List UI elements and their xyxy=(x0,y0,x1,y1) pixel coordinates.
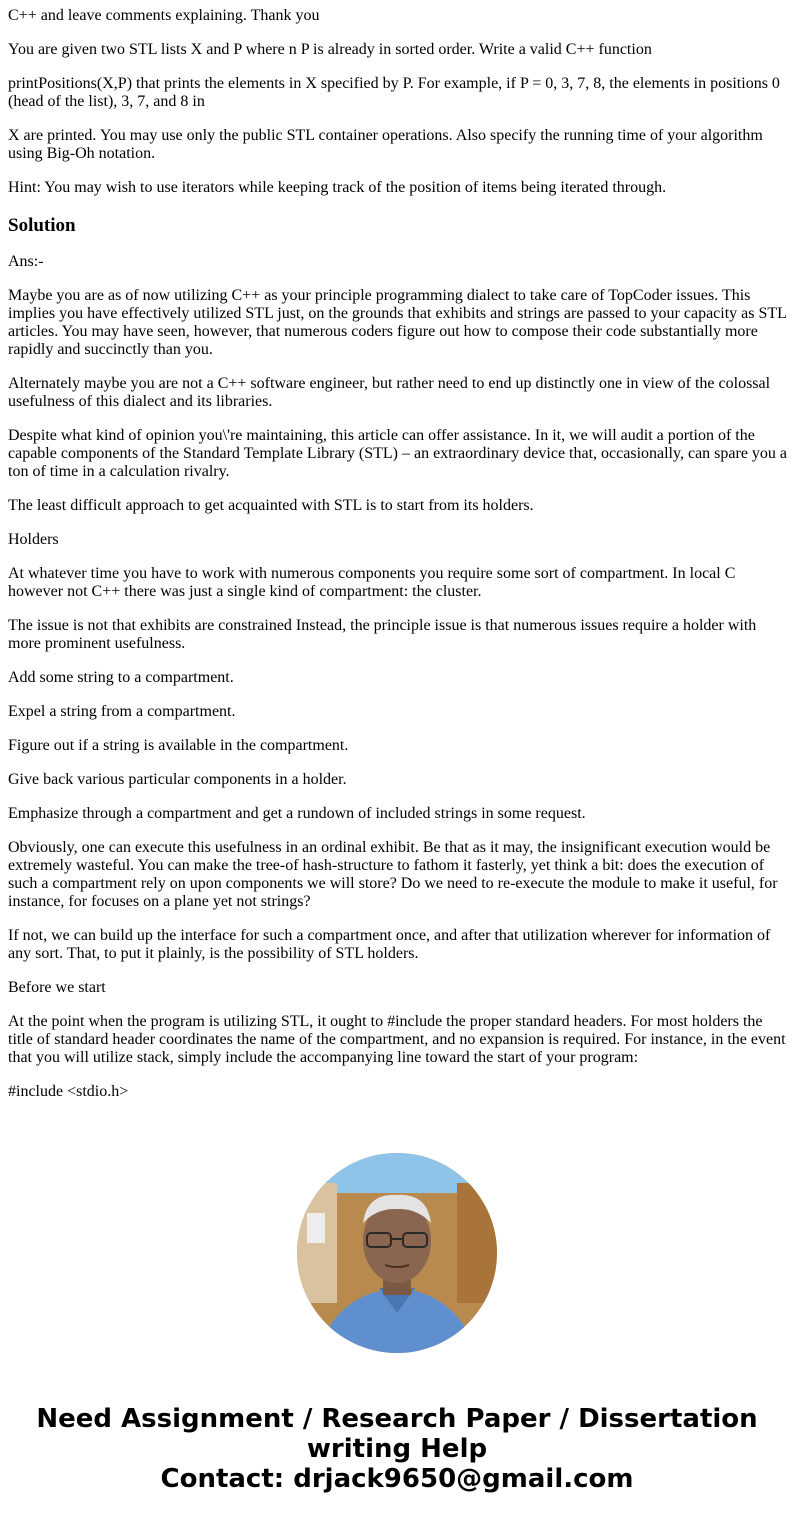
solution-paragraph: The least difficult approach to get acquainted with STL is to start from its holders. xyxy=(8,497,534,514)
question-paragraph: You are given two STL lists X and P where n P is already in sorted order. Write a valid C++ function xyxy=(8,41,652,58)
solution-paragraph: At the point when the program is utilizing STL, it ought to #include the proper standard headers. For most holders the title of standard header coordinates the name of the compartment, and no expansion is required. For instance, in the event that you will utilize stack, simply include the accompanying line toward the start of your program: xyxy=(8,1013,786,1066)
question-paragraph: C++ and leave comments explaining. Thank you xyxy=(8,7,320,24)
question-paragraph: printPositions(X,P) that prints the elements in X specified by P. For example, if P = 0, 3, 7, 8, the elements in positions 0 (head of the list), 3, 7, and 8 in xyxy=(8,75,780,110)
promo-banner xyxy=(0,1404,794,1494)
solution-paragraph: Ans:- xyxy=(8,253,44,270)
question-paragraph: X are printed. You may use only the public STL container operations. Also specify the running time of your algorithm using Big-Oh notation. xyxy=(8,127,763,162)
article-content xyxy=(8,7,788,1117)
solution-heading: Solution xyxy=(8,215,76,236)
solution-paragraph: Expel a string from a compartment. xyxy=(8,703,236,720)
promo-line-help: Need Assignment / Research Paper / Dissertation writing Help xyxy=(36,1404,758,1464)
solution-paragraph: The issue is not that exhibits are constrained Instead, the principle issue is that numerous issues require a holder with more prominent usefulness. xyxy=(8,617,757,652)
solution-paragraph: Despite what kind of opinion you\'re maintaining, this article can offer assistance. In it, we will audit a portion of the capable components of the Standard Template Library (STL) – an extraordinary device that, occasionally, can spare you a ton of time in a calculation rivalry. xyxy=(8,427,788,480)
promo-line-contact: Contact: drjack9650@gmail.com xyxy=(160,1464,634,1494)
solution-paragraph: Obviously, one can execute this usefulness in an ordinal exhibit. Be that as it may, the insignificant execution would be extremely wasteful. You can make the tree-of hash-structure to fathom it fasterly, yet think a bit: does the execution of such a compartment rely on upon components we will store? Do we need to re-execute the module to make it useful, for instance, for focuses on a plane yet not strings? xyxy=(8,839,778,910)
solution-paragraph: Give back various particular components in a holder. xyxy=(8,771,347,788)
solution-paragraph: Before we start xyxy=(8,979,106,996)
author-avatar xyxy=(297,1153,497,1353)
solution-paragraph: Emphasize through a compartment and get a rundown of included strings in some request. xyxy=(8,805,586,822)
solution-paragraph: Maybe you are as of now utilizing C++ as your principle programming dialect to take care of TopCoder issues. This implies you have effectively utilized STL just, on the grounds that exhibits and strings are passed to your capacity as STL articles. You may have seen, however, that numerous coders figure out how to compose their code substantially more rapidly and succinctly than you. xyxy=(8,287,787,358)
solution-paragraph: Holders xyxy=(8,531,59,548)
solution-paragraph: Alternately maybe you are not a C++ software engineer, but rather need to end up distinctly one in view of the colossal usefulness of this dialect and its libraries. xyxy=(8,375,771,410)
question-paragraph: Hint: You may wish to use iterators while keeping track of the position of items being iterated through. xyxy=(8,179,667,196)
solution-paragraph: #include <stdio.h> xyxy=(8,1083,129,1100)
solution-paragraph: Figure out if a string is available in the compartment. xyxy=(8,737,349,754)
author-photo xyxy=(297,1153,497,1353)
solution-paragraph: If not, we can build up the interface for such a compartment once, and after that utilization wherever for information of any sort. That, to put it plainly, is the possibility of STL holders. xyxy=(8,927,771,962)
solution-paragraph: At whatever time you have to work with numerous components you require some sort of compartment. In local C however not C++ there was just a single kind of compartment: the cluster. xyxy=(8,565,736,600)
solution-paragraph: Add some string to a compartment. xyxy=(8,669,234,686)
